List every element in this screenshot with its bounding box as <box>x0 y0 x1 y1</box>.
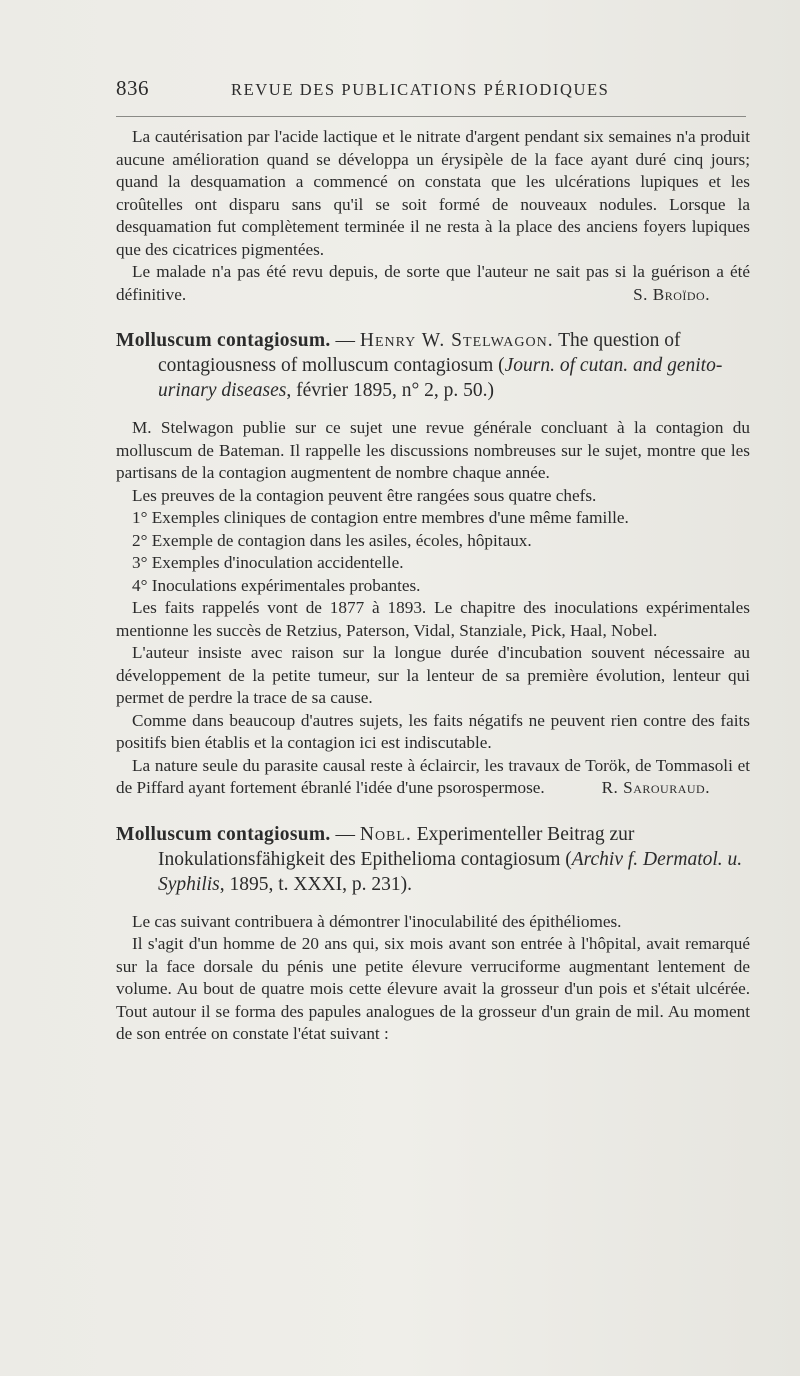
article-title: The question of contagiousness of molluscum contagiosum ( <box>158 330 681 376</box>
article-keyword: Molluscum contagiosum. <box>116 330 331 351</box>
paragraph: Comme dans beaucoup d'autres sujets, les faits négatifs ne peuvent rien contre des faits positifs bien établis et la contagion ici est indiscutable. <box>116 710 750 752</box>
paragraph: La cautérisation par l'acide lactique et le nitrate d'argent pendant six semaines n'a produit aucune amélioration quand se développa un érysipèle de la face ayant duré cinq jours; quand la desquamation a commencé on constata que les ulcérations lupiques et les croûtelles ont disparu sans qu'il se soit formé de nouveaux nodules. Lorsque la desquamation fut complètement terminée il ne resta à la place des anciens foyers lupiques que des cicatrices pigmentées. <box>116 127 750 259</box>
page-number: 836 <box>116 76 149 100</box>
paragraph: Le cas suivant contribuera à démontrer l'inoculabilité des épithéliomes. <box>132 911 622 931</box>
heading-dash: — <box>330 330 360 351</box>
paragraph: 4° Inoculations expérimentales probantes. <box>132 575 421 595</box>
paragraph: 2° Exemple de contagion dans les asiles, écoles, hôpitaux. <box>132 530 532 550</box>
article-author: Nobl. <box>359 823 412 845</box>
paragraph: La nature seule du parasite causal reste à éclaircir, les travaux de Torök, de Tommasoli et de Piffard ayant fortement ébranlé l'idée d'une psorospermose. <box>116 755 750 797</box>
signature: R. Sarouraud. <box>601 778 710 797</box>
journal-name: Archiv f. Dermatol. u. Syphilis <box>158 848 743 895</box>
citation: , février 1895, n° 2, p. 50.) <box>286 380 495 401</box>
article-heading <box>116 328 750 403</box>
article-broido-end <box>116 126 750 306</box>
paragraph: 3° Exemples d'inoculation accidentelle. <box>132 553 404 572</box>
article-nobl <box>116 822 750 1046</box>
header-rule <box>116 116 746 117</box>
paragraph: Les faits rappelés vont de 1877 à 1893. Le chapitre des inoculations expérimentales mentionne les succès de Retzius, Paterson, Vidal, Stanziale, Pick, Haal, Nobel. <box>116 598 750 640</box>
paragraph: Les preuves de la contagion peuvent être rangées sous quatre chefs. <box>132 485 597 505</box>
journal-name: Journ. of cutan. and genito-urinary diseases <box>158 355 723 401</box>
paragraph: 1° Exemples cliniques de contagion entre membres d'une même famille. <box>132 508 629 527</box>
article-stelwagon <box>116 328 750 800</box>
signature: S. Broïdo. <box>633 284 710 304</box>
article-heading <box>116 822 750 897</box>
paragraph: L'auteur insiste avec raison sur la longue durée d'incubation souvent nécessaire au développement de la petite tumeur, sur la lenteur de sa première évolution, lenteur qui permet de perdre la trace de sa cause. <box>116 643 750 707</box>
paragraph: M. Stelwagon publie sur ce sujet une revue générale concluant à la contagion du molluscum de Bateman. Il rappelle les discussions nombreuses sur le sujet, montre que les partisans de la contagion augmentent de nombre chaque année. <box>116 418 750 482</box>
citation: , 1895, t. XXXI, p. 231). <box>219 873 413 895</box>
paragraph: Il s'agit d'un homme de 20 ans qui, six mois avant son entrée à l'hôpital, avait remarqué sur la face dorsale du pénis une petite élevure verruciforme augmentant lentement de volume. Au bout de quatre mois cette élevure avait la grosseur d'un pois et s'était ulcérée. Tout autour il se forma des papules analogues de la grosseur d'un grain de mil. Au moment de son entrée on constate l'état suivant : <box>116 934 750 1043</box>
paragraph: Le malade n'a pas été revu depuis, de sorte que l'auteur ne sait pas si la guérison a été définitive. <box>116 262 750 304</box>
heading-dash: — <box>330 823 360 845</box>
article-title: Experimenteller Beitrag zur Inokulationsfähigkeit des Epithelioma contagiosum ( <box>158 823 635 870</box>
page-body <box>116 126 750 1046</box>
article-keyword: Molluscum contagiosum. <box>116 823 331 845</box>
page-header <box>116 76 752 106</box>
running-title: REVUE DES PUBLICATIONS PÉRIODIQUES <box>231 80 610 99</box>
article-author: Henry W. Stelwagon. <box>359 330 554 351</box>
